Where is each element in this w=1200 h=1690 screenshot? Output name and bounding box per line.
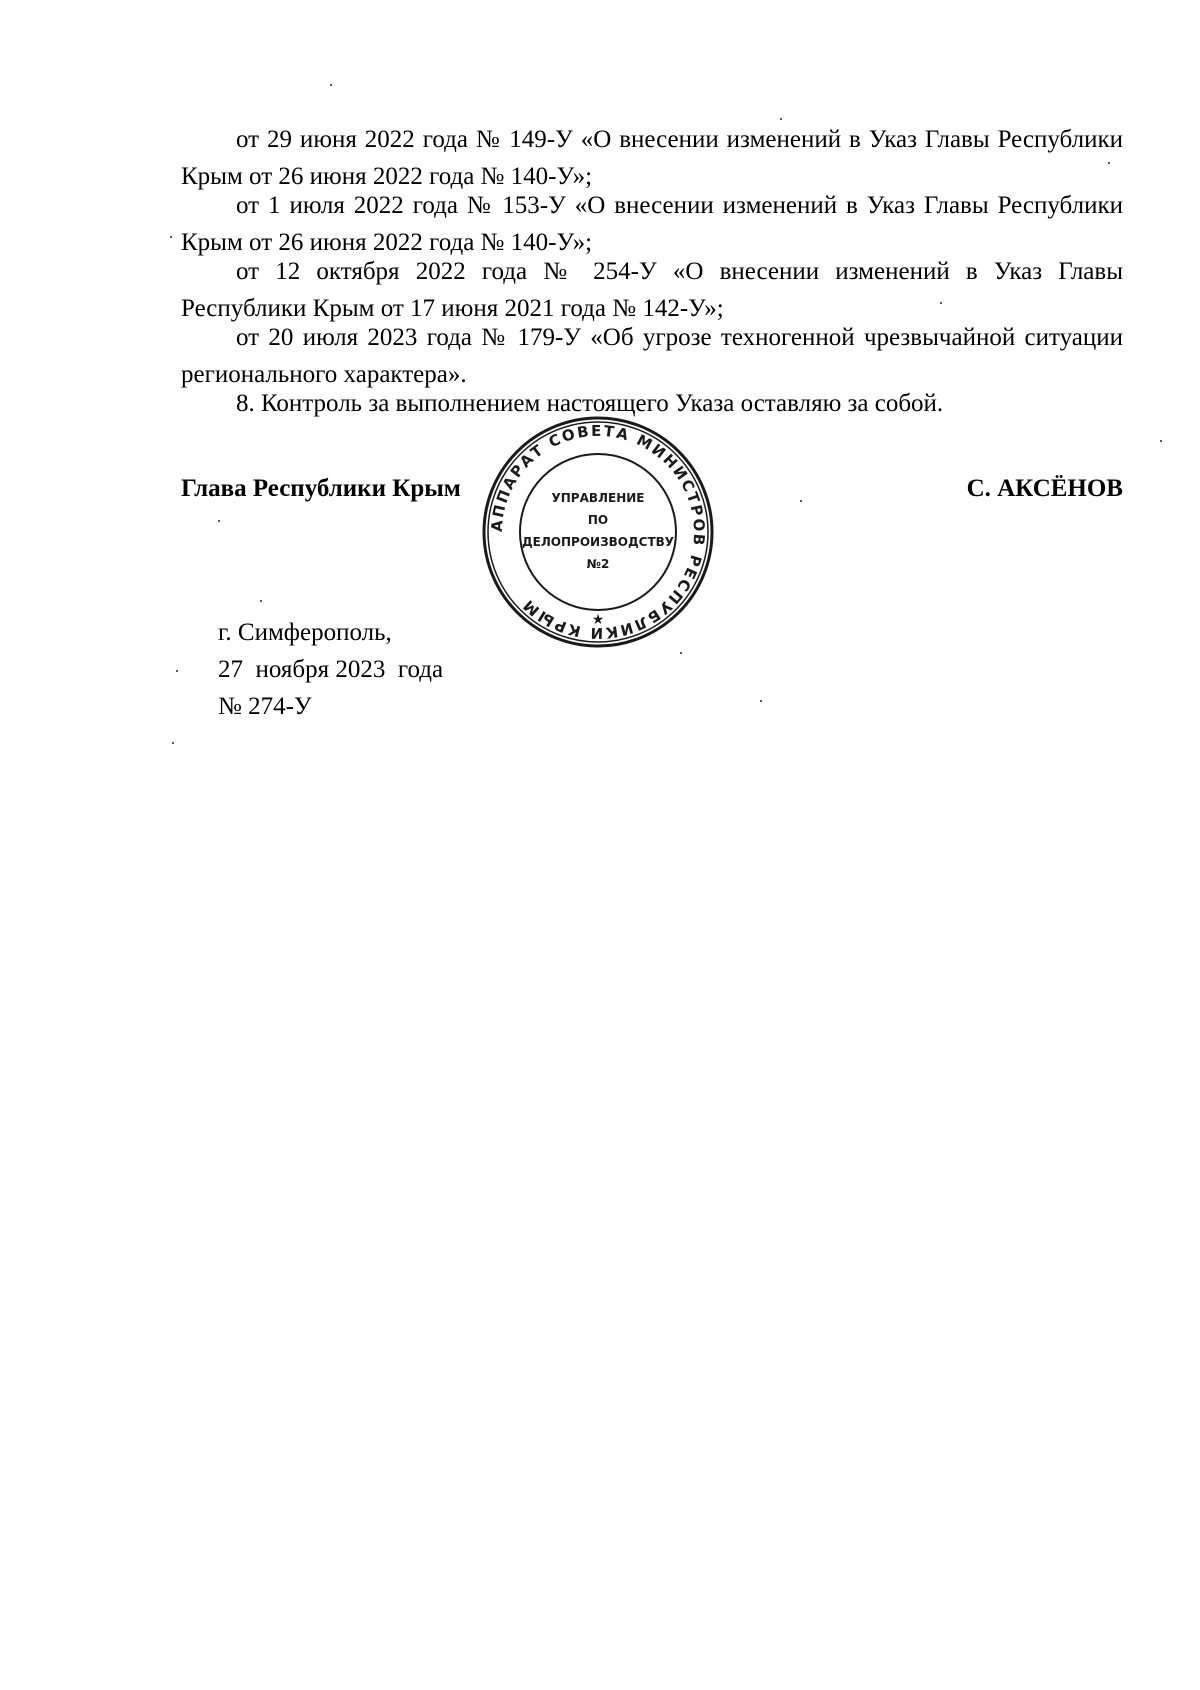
place-and-date-block — [218, 614, 443, 725]
scan-speck — [1108, 162, 1110, 164]
scan-speck — [218, 520, 220, 522]
scan-speck — [800, 500, 802, 502]
decree-reference-2: от 1 июля 2022 года № 153-У «О внесении изменений в Указ Главы Республики Крым от 26 июня 2022 года № 140-У»; — [181, 192, 1123, 256]
date-line: 27 ноября 2023 года — [218, 656, 444, 683]
decree-number-line: № 274-У — [218, 693, 312, 720]
city-line: г. Симферополь, — [218, 619, 392, 646]
signatory-position: Глава Республики Крым — [181, 475, 461, 502]
seal-center-line-4: №2 — [586, 557, 610, 571]
signatory-name: С. АКСЁНОВ — [966, 475, 1123, 502]
scan-speck — [1160, 440, 1162, 442]
seal-ring-text: АППАРАТ СОВЕТА МИНИСТРОВ РЕСПУБЛИКИ КРЫМ — [487, 421, 709, 643]
scan-speck — [680, 652, 682, 654]
scan-speck — [176, 670, 178, 672]
control-clause: 8. Контроль за выполнением настоящего Указа оставляю за собой. — [236, 390, 944, 417]
scan-speck — [260, 600, 262, 602]
seal-center-line-2: ПО — [587, 513, 609, 527]
seal-center-line-3: ДЕЛОПРОИЗВОДСТВУ — [521, 535, 675, 549]
scan-speck — [170, 236, 172, 238]
scan-speck — [780, 118, 782, 120]
seal-star-icon: ★ — [591, 612, 605, 628]
decree-reference-3: от 12 октября 2022 года № 254-У «О внесении изменений в Указ Главы Республики Крым от 17 июня 2021 года № 142-У»; — [181, 258, 1123, 322]
official-seal — [478, 412, 718, 652]
decree-reference-1: от 29 июня 2022 года № 149-У «О внесении изменений в Указ Главы Республики Крым от 26 июня 2022 года № 140-У»; — [181, 126, 1123, 190]
scan-speck — [172, 742, 174, 744]
scan-speck — [330, 84, 332, 86]
decree-reference-4: от 20 июля 2023 года № 179-У «Об угрозе техногенной чрезвычайной ситуации регионального характера». — [181, 324, 1123, 388]
scan-speck — [940, 302, 942, 304]
scan-speck — [760, 700, 762, 702]
seal-center-line-1: УПРАВЛЕНИЕ — [551, 491, 645, 505]
